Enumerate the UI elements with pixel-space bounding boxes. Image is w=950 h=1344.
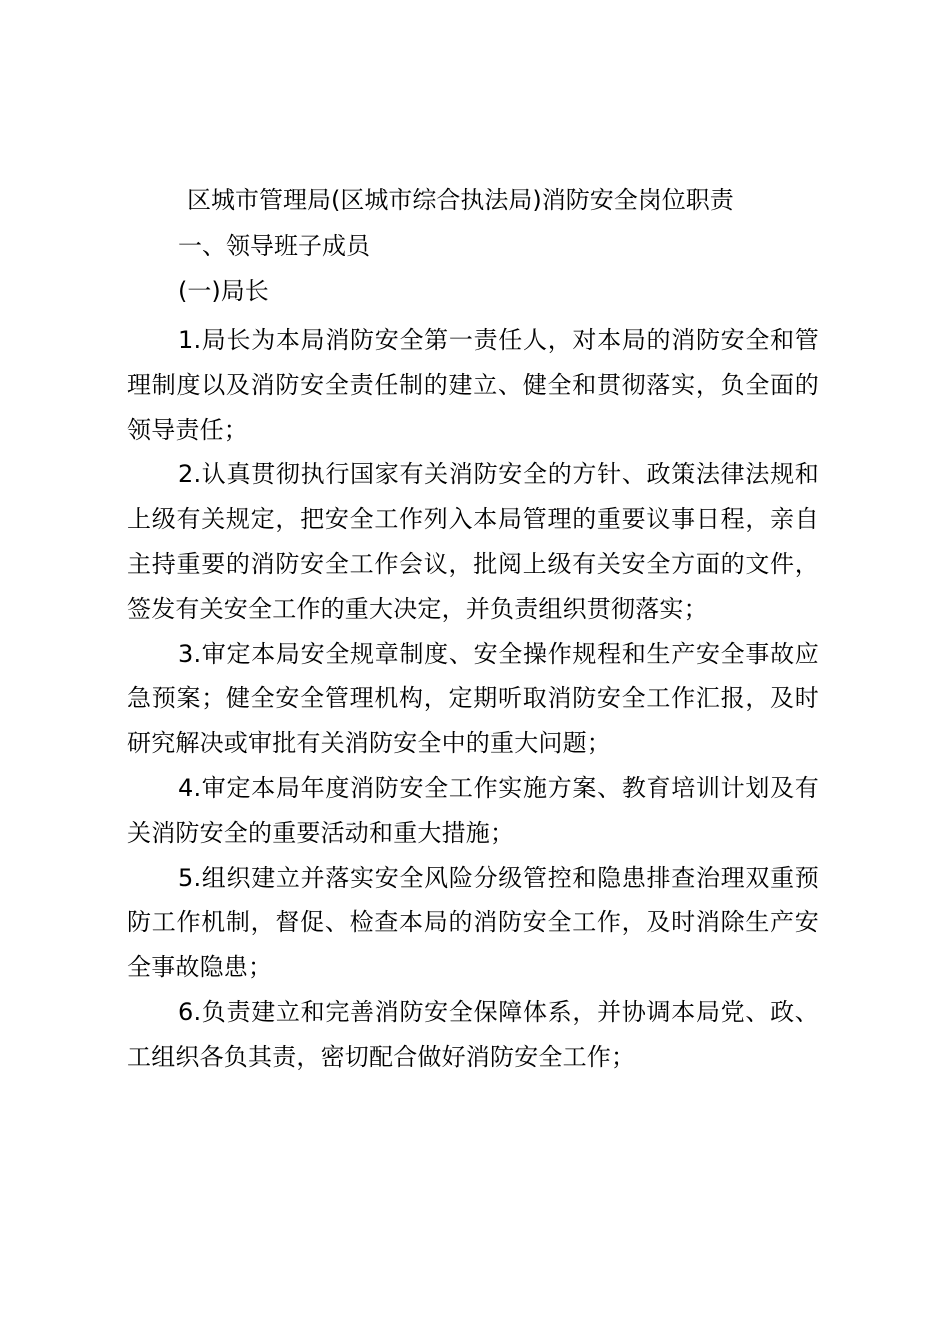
subsection-heading: (一)局长 — [178, 277, 269, 305]
paragraph-2: 2.认真贯彻执行国家有关消防安全的方针、政策法律法规和上级有关规定，把安全工作列入本局管理的重要议事日程，亲自主持重要的消防安全工作会议，批阅上级有关安全方面的文件，签发有关安全工作的重大决定，并负责组织贯彻落实； — [127, 460, 819, 623]
document-body — [127, 318, 819, 1080]
paragraph-3: 3.审定本局安全规章制度、安全操作规程和生产安全事故应急预案；健全安全管理机构，定期听取消防安全工作汇报，及时研究解决或审批有关消防安全中的重大问题； — [127, 639, 819, 758]
paragraph-4: 4.审定本局年度消防安全工作实施方案、教育培训计划及有关消防安全的重要活动和重大措施； — [127, 773, 819, 847]
paragraph-6: 6.负责建立和完善消防安全保障体系，并协调本局党、政、工组织各负其责，密切配合做好消防安全工作； — [127, 997, 819, 1071]
paragraph-1: 1.局长为本局消防安全第一责任人，对本局的消防安全和管理制度以及消防安全责任制的建立、健全和贯彻落实，负全面的领导责任； — [127, 326, 819, 444]
document-title: 区城市管理局(区城市综合执法局)消防安全岗位职责 — [187, 186, 734, 214]
paragraph-5: 5.组织建立并落实安全风险分级管控和隐患排查治理双重预防工作机制，督促、检查本局的消防安全工作，及时消除生产安全事故隐患； — [127, 863, 819, 982]
section-heading: 一、领导班子成员 — [178, 232, 370, 260]
